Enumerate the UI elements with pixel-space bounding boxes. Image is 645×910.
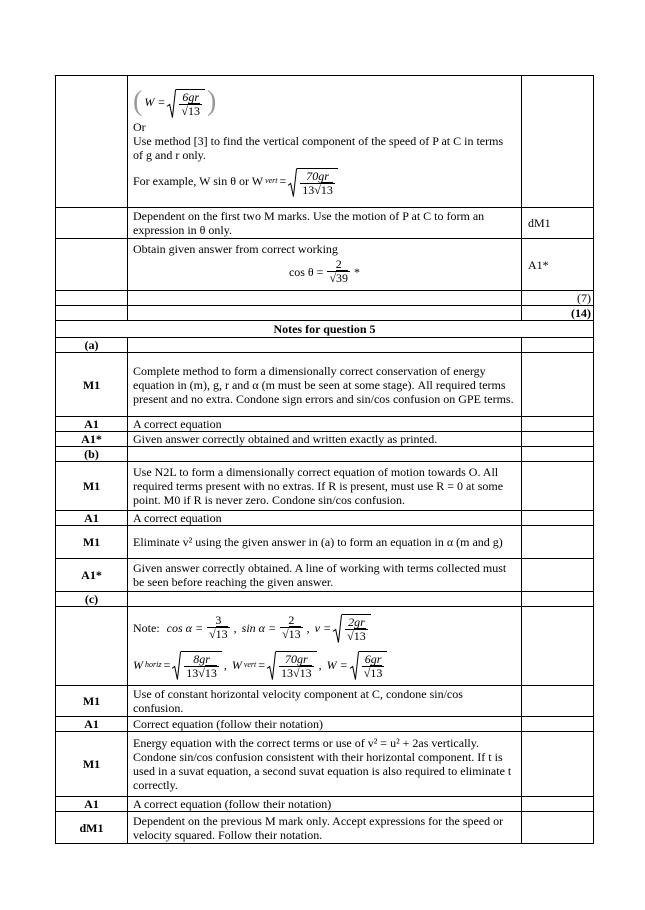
notes-title: Notes for question 5 (56, 321, 594, 338)
mark-scheme-table (55, 75, 594, 844)
table-cell (522, 686, 594, 717)
table-row (56, 592, 594, 607)
table-cell: M1 (56, 526, 128, 559)
table-row (56, 417, 594, 432)
subscript: vert (243, 659, 257, 669)
table-cell: A correct equation (follow their notation) (128, 797, 522, 812)
sqrt (350, 651, 388, 680)
math-part: W = (144, 95, 166, 109)
math-part: 13 (281, 666, 294, 680)
right-paren: ) (207, 86, 217, 117)
table-cell: Obtain given answer from correct working cos θ = $\frac{2}{√39}$ * (128, 239, 522, 291)
table-row (56, 447, 594, 462)
table-row (56, 686, 594, 717)
table-cell (522, 447, 594, 462)
table-cell: A1* (56, 559, 128, 592)
math-part (345, 616, 368, 643)
table-cell (522, 812, 594, 844)
table-row (56, 208, 594, 239)
table-cell (522, 797, 594, 812)
math-part: 13 (288, 627, 301, 641)
math-part: 13 (302, 182, 315, 197)
math-part (276, 651, 317, 680)
math-part: For example, W sin θ or W (133, 174, 264, 188)
or-text: Or (133, 119, 146, 134)
math-part: √13 (363, 666, 383, 680)
table-cell (56, 208, 128, 239)
table-cell: A correct equation (128, 417, 522, 432)
math-part (179, 91, 202, 118)
subscript: horiz (145, 659, 162, 669)
subscript: vert (265, 176, 278, 185)
w-formula (133, 85, 216, 120)
w-values-line: W horiz = $\frac{8gr}{13√13}$ , W vert = $\frac{70gr}{13√13}$ , W = $\frac{6gr}{√13}$ (133, 647, 387, 682)
math-part (207, 614, 230, 641)
table-cell (522, 338, 594, 353)
table-cell: dM1 (56, 812, 128, 844)
table-cell: Given answer correctly obtained. A line of working with terms collected must be seen before reaching the given answer. (128, 559, 522, 592)
table-cell: Complete method to form a dimensionally correct conservation of energy equation in (m), g, r and α (m must be seen at some stage). All required terms present and no extra. Condone sign errors and sin/cos confusion on GPE terms. (128, 353, 522, 417)
table-cell (522, 353, 594, 417)
math-part: 6gr (362, 653, 385, 667)
table-row (56, 717, 594, 732)
table-cell: M1 (56, 462, 128, 511)
table-cell: M1 (56, 686, 128, 717)
radical-icon (167, 89, 176, 118)
math-part: 13 (204, 666, 217, 680)
example-formula: For example, W sin θ or W vert = $\frac{70gr}{13√13}$ (133, 164, 338, 199)
sqrt (172, 651, 222, 680)
table-cell (56, 76, 128, 208)
total: (14) (522, 306, 594, 321)
table-row (56, 607, 594, 686)
table-cell: A1 (56, 717, 128, 732)
math-part: W (133, 657, 143, 672)
table-cell (128, 338, 522, 353)
math-part: 6gr (179, 91, 202, 105)
table-cell: Dependent on the first two M marks. Use the motion of P at C to form an expression in θ only. (128, 208, 522, 239)
table-cell (56, 239, 128, 291)
table-cell: Correct equation (follow their notation) (128, 717, 522, 732)
math-part: 39 (336, 271, 349, 285)
math-part: * (354, 264, 361, 279)
math-part: sin α = (241, 620, 277, 635)
table-row (56, 511, 594, 526)
part-label: (c) (56, 592, 128, 607)
table-cell: M1 (56, 353, 128, 417)
table-cell: A correct equation (128, 511, 522, 526)
table-row (56, 338, 594, 353)
math-part: 70gr (279, 653, 314, 667)
math-part: = (258, 657, 266, 672)
table-cell (522, 717, 594, 732)
table-cell: A1 (56, 797, 128, 812)
math-part: 13 (186, 666, 199, 680)
table-cell: Eliminate v² using the given answer in (a) to form an equation in α (m and g) (128, 526, 522, 559)
table-cell: Dependent on the previous M mark only. Accept expressions for the speed or velocity squared. Follow their notation. (128, 812, 522, 844)
math-part (279, 653, 314, 680)
math-part: 13 (353, 629, 366, 643)
sqrt (288, 168, 338, 197)
table-row (56, 76, 594, 208)
c-note-cell (128, 607, 522, 686)
table-cell: Energy equation with the correct terms or use of v² = u² + 2as vertically. Condone sin/cos confusion consistent with their horizontal component. If t is used in a suvat equation, a second suvat equation is also required to eliminate t correctly. (128, 732, 522, 797)
math-part (184, 653, 219, 680)
math-part: √39 (329, 271, 349, 285)
table-row (56, 462, 594, 511)
math-part (362, 653, 385, 680)
radical-icon (333, 614, 342, 643)
table-cell: A1* (56, 432, 128, 447)
math-part: 8gr (184, 653, 219, 667)
radical-icon (350, 651, 359, 680)
table-row (56, 239, 594, 291)
table-cell (56, 607, 128, 686)
table-cell (522, 559, 594, 592)
math-part: 13 (370, 666, 383, 680)
sqrt (267, 651, 317, 680)
table-row (56, 526, 594, 559)
sqrt (333, 614, 371, 643)
math-part (342, 614, 371, 643)
math-part: 3 (207, 614, 230, 628)
table-row (56, 559, 594, 592)
math-part: Note: (133, 620, 160, 635)
math-part: √13 (347, 629, 366, 643)
table-cell: M1 (56, 732, 128, 797)
math-part: 13 (320, 182, 333, 197)
trig-values-line: Note: cos α = $\frac{3}{√13}$ , sin α = $\frac{2}{√13}$ , v = $\frac{2gr}{√13}$ (133, 610, 371, 645)
part-label: (a) (56, 338, 128, 353)
table-cell (522, 732, 594, 797)
subtotal: (7) (522, 291, 594, 306)
math-part: cos α = (166, 620, 204, 635)
radical-icon (267, 651, 276, 680)
table-row (56, 353, 594, 417)
math-part: 13√13 (302, 182, 333, 197)
table-row (56, 732, 594, 797)
table-cell (522, 607, 594, 686)
table-cell (522, 526, 594, 559)
table-cell: Given answer correctly obtained and written exactly as printed. (128, 432, 522, 447)
math-part (359, 651, 388, 680)
table-cell (522, 417, 594, 432)
table-row (56, 812, 594, 844)
math-part: = (163, 657, 171, 672)
table-cell (522, 592, 594, 607)
radical-icon (288, 168, 297, 197)
math-part: √13 (282, 627, 301, 641)
math-part (176, 89, 205, 118)
math-part: 2 (327, 258, 350, 272)
table-cell (522, 462, 594, 511)
part-label: (b) (56, 447, 128, 462)
sqrt (167, 89, 205, 118)
table-row (56, 321, 594, 338)
math-part: √13 (181, 103, 201, 118)
math-part: cos θ = (288, 264, 324, 279)
cos-theta-formula (289, 256, 360, 287)
math-part (297, 168, 338, 197)
math-part: 2gr (345, 616, 368, 630)
math-part (300, 170, 335, 197)
math-part: 13 (215, 627, 228, 641)
mark-label: A1* (522, 239, 594, 291)
table-cell (128, 306, 522, 321)
math-part: W (231, 657, 242, 672)
table-row (56, 306, 594, 321)
math-part: 13 (188, 103, 201, 118)
table-row (56, 291, 594, 306)
math-part: W = (326, 657, 348, 672)
math-part (181, 651, 222, 680)
math-part: √13 (209, 627, 228, 641)
mark-label: dM1 (522, 208, 594, 239)
math-part: 70gr (300, 170, 335, 184)
table-cell (128, 291, 522, 306)
table-cell: Use N2L to form a dimensionally correct equation of motion towards O. All required terms present with no extras. If R is present, must use R = 0 at some point. M0 if R is never zero. Condone sin/cos confusion. (128, 462, 522, 511)
table-cell (128, 447, 522, 462)
table-cell (128, 592, 522, 607)
table-row (56, 797, 594, 812)
math-part: 2 (280, 614, 303, 628)
table-cell: A1 (56, 511, 128, 526)
table-row (56, 432, 594, 447)
table-cell (522, 511, 594, 526)
left-paren: ( (133, 86, 143, 117)
math-part (327, 258, 350, 285)
method-cell (128, 76, 522, 208)
math-part: 13√13 (186, 666, 217, 680)
math-part (280, 614, 303, 641)
table-cell (522, 432, 594, 447)
table-cell: Use of constant horizontal velocity component at C, condone sin/cos confusion. (128, 686, 522, 717)
method-3-text: Use method [3] to find the vertical component of the speed of P at C in terms of g and r only. (133, 133, 504, 162)
math-part: v = (314, 620, 332, 635)
radical-icon (172, 651, 181, 680)
math-part: 13√13 (281, 666, 312, 680)
table-cell (522, 76, 594, 208)
math-part: 13 (299, 666, 312, 680)
table-cell: A1 (56, 417, 128, 432)
table-cell (56, 306, 128, 321)
table-cell (56, 291, 128, 306)
